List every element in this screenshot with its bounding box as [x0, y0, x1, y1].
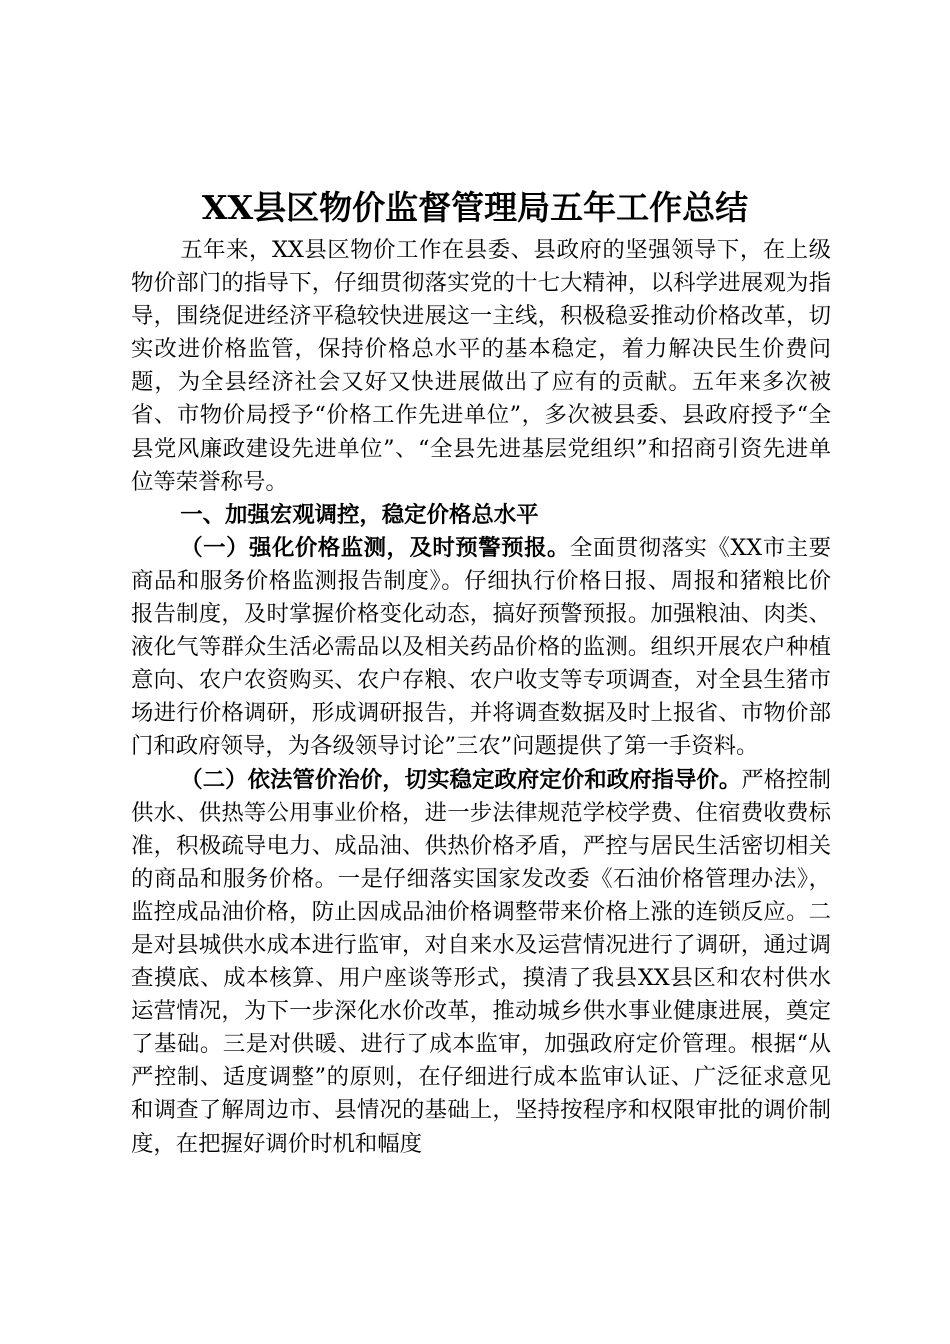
item1-heading: （一）强化价格监测，及时预警预报。	[180, 534, 570, 561]
item1-body: 全面贯彻落实《XX市主要商品和服务价格监测报告制度》。仔细执行价格日报、周报和猪粮比价报告制度，及时掌握价格变化动态，搞好预警预报。加强粮油、肉类、液化气等群众生活必需品以及相关药品价格的监测。组织开展农户种植意向、农户农资购买、农户存粮、农户收支等专项调查，对全县生猪市场进行价格调研，形成调研报告，并将调查数据及时上报省、市物价部门和政府领导，为各级领导讨论”三农”问题提供了第一手资料。	[131, 534, 832, 760]
item1-paragraph	[131, 532, 831, 764]
section-heading: 一、加强宏观调控，稳定价格总水平	[180, 501, 539, 528]
intro-paragraph: 五年来，XX县区物价工作在县委、县政府的坚强领导下，在上级物价部门的指导下，仔细贯彻落实党的十七大精神，以科学进展观为指导，围绕促进经济平稳较快进展这一主线，积极稳妥推动价格改革，切实改进价格监管，保持价格总水平的基本稳定，着力解决民生价费问题，为全县经济社会又好又快进展做出了应有的贡献。五年来多次被省、市物价局授予“价格工作先进单位”，多次被县委、县政府授予“全县党风廉政建设先进单位”、“全县先进基层党组织”和招商引资先进单位等荣誉称号。	[131, 237, 831, 495]
item2-heading: （二）依法管价治价，切实稳定政府定价和政府指导价。	[180, 766, 742, 793]
item2-body: 严格控制供水、供热等公用事业价格，进一步法律规范学校学费、住宿费收费标准，积极疏导电力、成品油、供热价格矛盾，严控与居民生活密切相关的商品和服务价格。一是仔细落实国家发改委《石油价格管理办法》，监控成品油价格，防止因成品油价格调整带来价格上涨的连锁反应。二是对县城供水成本进行监审，对自来水及运营情况进行了调研，通过调查摸底、成本核算、用户座谈等形式，摸清了我县XX县区和农村供水运营情况，为下一步深化水价改革，推动城乡供水事业健康进展，奠定了基础。三是对供暖、进行了成本监审，加强政府定价管理。根据“从严控制、适度调整”的原则，在仔细进行成本监审认证、广泛征求意见和调查了解周边市、县情况的基础上，坚持按程序和权限审批的调价制度，在把握好调价时机和幅度	[131, 766, 832, 1157]
document-body	[131, 234, 831, 1161]
item2-paragraph	[131, 764, 831, 1161]
document-title: XX县区物价监督管理局五年工作总结	[201, 188, 749, 227]
